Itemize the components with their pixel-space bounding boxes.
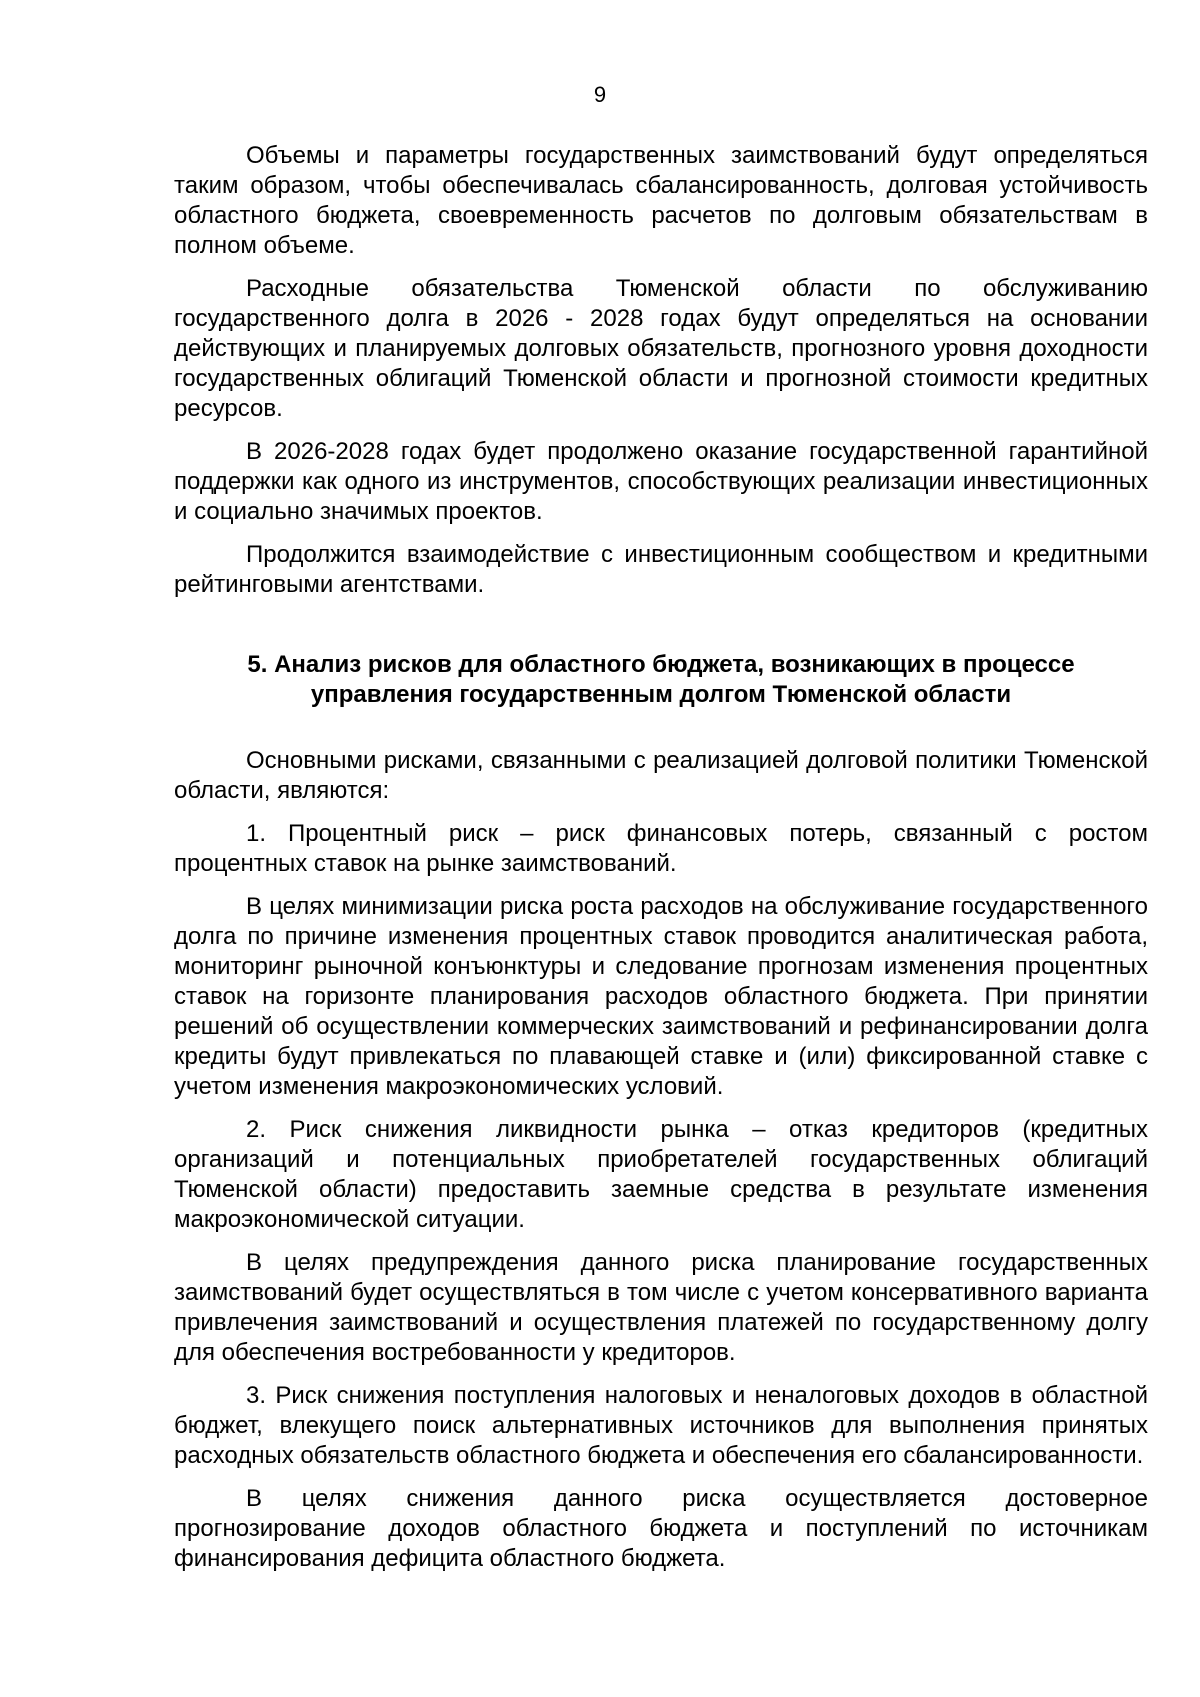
paragraph-revenue-risk: 3. Риск снижения поступления налоговых и неналоговых доходов в областной бюджет, влекущего поиск альтернативных источников для выполнения принятых расходных обязательств областного бюджета и обеспечения его сбалансированности. [174,1382,1148,1469]
paragraph-investor-cooperation: Продолжится взаимодействие с инвестиционным сообществом и кредитными рейтинговыми агентствами. [174,541,1148,598]
paragraph-interest-rate-risk-mitigation: В целях минимизации риска роста расходов на обслуживание государственного долга по причине изменения процентных ставок проводится аналитическая работа, мониторинг рыночной конъюнктуры и следование прогнозам изменения процентных ставок на горизонте планирования расходов областного бюджета. При принятии решений об осуществлении коммерческих заимствований и рефинансировании долга кредиты будут привлекаться по плавающей ставке и (или) фиксированной ставке с учетом изменения макроэкономических условий. [174,893,1148,1100]
paragraph-main-risks-intro: Основными рисками, связанными с реализацией долговой политики Тюменской области, являются: [174,747,1148,804]
paragraph-state-guarantees: В 2026-2028 годах будет продолжено оказание государственной гарантийной поддержки как одного из инструментов, способствующих реализации инвестиционных и социально значимых проектов. [174,438,1148,525]
paragraph-liquidity-risk: 2. Риск снижения ликвидности рынка – отказ кредиторов (кредитных организаций и потенциальных приобретателей государственных облигаций Тюменской области) предоставить заемные средства в результате изменения макроэкономической ситуации. [174,1116,1148,1233]
paragraph-interest-rate-risk: 1. Процентный риск – риск финансовых потерь, связанный с ростом процентных ставок на рынке заимствований. [174,820,1148,877]
document-body [174,141,1148,1587]
paragraph-revenue-risk-mitigation: В целях снижения данного риска осуществляется достоверное прогнозирование доходов областного бюджета и поступлений по источникам финансирования дефицита областного бюджета. [174,1485,1148,1572]
paragraph-liquidity-risk-mitigation: В целях предупреждения данного риска планирование государственных заимствований будет осуществляться в том числе с учетом консервативного варианта привлечения заимствований и осуществления платежей по государственному долгу для обеспечения востребованности у кредиторов. [174,1249,1148,1366]
section-heading: 5. Анализ рисков для областного бюджета, возникающих в процессе управления государственным долгом Тюменской области [247,651,1075,708]
paragraph-debt-service-obligations: Расходные обязательства Тюменской области по обслуживанию государственного долга в 2026 - 2028 годах будут определяться на основании действующих и планируемых долговых обязательств, прогнозного уровня доходности государственных облигаций Тюменской области и прогнозной стоимости кредитных ресурсов. [174,275,1148,422]
page-number: 9 [593,82,607,107]
paragraph-borrowing-parameters: Объемы и параметры государственных заимствований будут определяться таким образом, чтобы обеспечивалась сбалансированность, долговая устойчивость областного бюджета, своевременность расчетов по долговым обязательствам в полном объеме. [174,142,1148,259]
